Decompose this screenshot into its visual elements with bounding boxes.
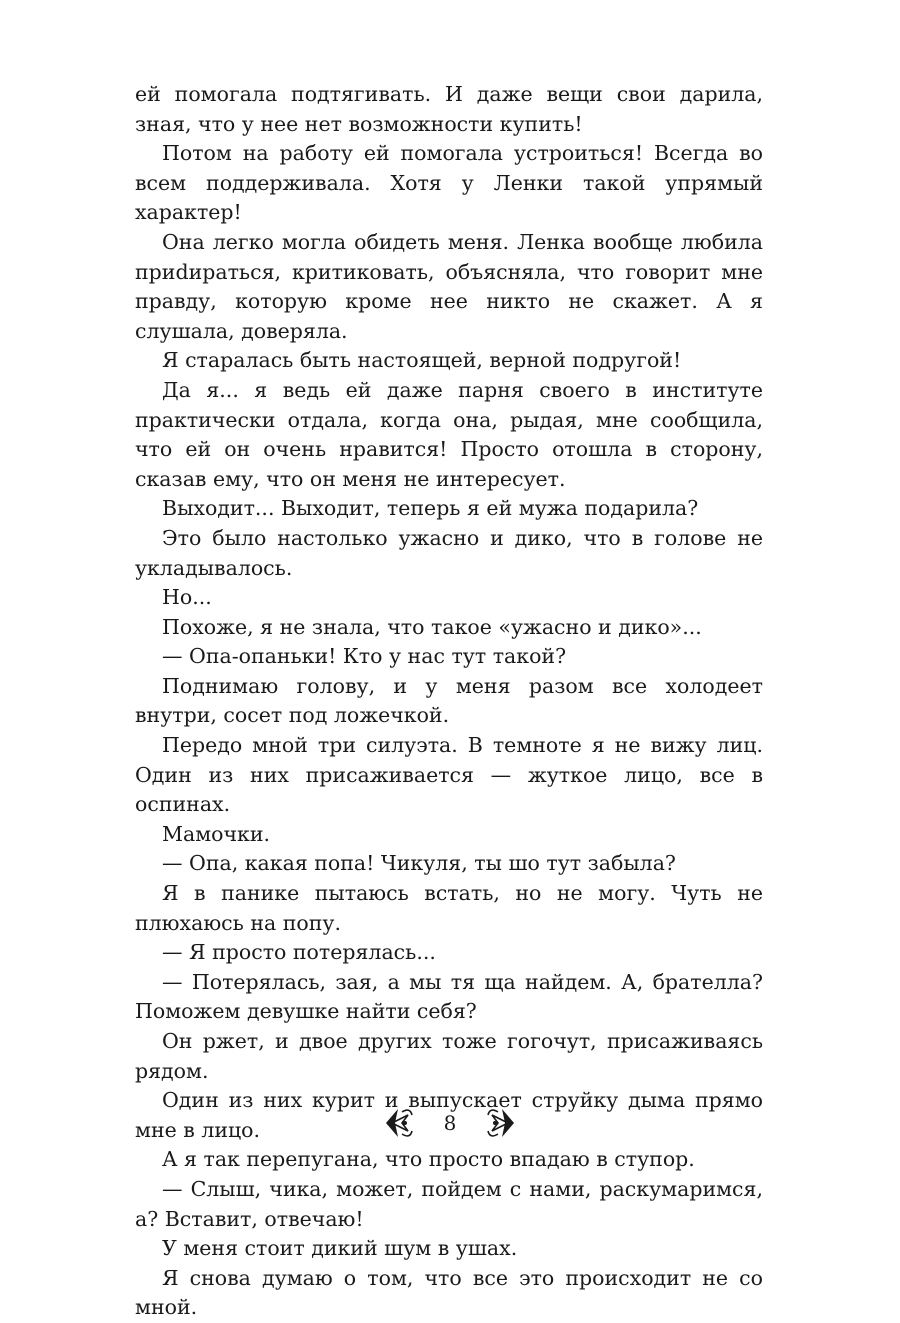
paragraph-19: Один из них курит и выпускает струйку дыма прямо мне в лицо. (135, 1088, 763, 1142)
paragraph-7: Это было настолько ужасно и дико, что в голове не укладывалось. (135, 525, 763, 580)
paragraph-2: Потом на работу ей помогала устроиться! Всегда во всем поддерживала. Хотя у Ленки такой упрямый характер! (135, 141, 763, 225)
paragraph-22: У меня стоит дикий шум в ушах. (162, 1236, 518, 1261)
paragraph-20: А я так перепугана, что просто впадаю в ступор. (162, 1147, 695, 1172)
paragraph-1: ей помогала подтягивать. И даже вещи свои дарила, зная, что у нее нет возможности купить! (135, 82, 763, 136)
paragraph-18: Он ржет, и двое других тоже гогочут, присаживаясь рядом. (135, 1029, 763, 1083)
paragraph-3: Она легко могла обидеть меня. Ленка вообще любила приdираться, критиковать, объясняла, что говорит мне правду, которую кроме нее никто не скажет. А я слушала, доверяла. (135, 229, 763, 343)
paragraph-13: Мамочки. (162, 821, 271, 846)
fleuron-right-icon (486, 1103, 516, 1143)
paragraph-10: — Опа-опаньки! Кто у нас тут такой? (162, 644, 567, 669)
paragraph-17: — Потерялась, зая, а мы тя ща найдем. А, брателла? Поможем девушке найти себя? (135, 969, 763, 1024)
page-number: 8 (443, 1111, 457, 1135)
paragraph-14: — Опа, какая попа! Чикуля, ты шо тут забыла? (162, 851, 676, 876)
paragraph-5: Да я... я ведь ей даже парня своего в институте практически отдала, когда она, рыдая, мне сообщила, что ей он очень нравится! Просто отошла в сторону, сказав ему, что он меня не интересует. (135, 377, 763, 491)
paragraph-15: Я в панике пытаюсь встать, но не могу. Чуть не плюхаюсь на попу. (135, 881, 763, 935)
page-footer (0, 1103, 900, 1143)
paragraph-9: Похоже, я не знала, что такое «ужасно и дико»... (162, 614, 702, 639)
paragraph-23: Я снова думаю о том, что все это происходит не со мной. (135, 1265, 763, 1320)
paragraph-6: Выходит... Выходит, теперь я ей мужа подарила? (162, 496, 699, 521)
paragraph-4: Я старалась быть настоящей, верной подругой! (162, 348, 682, 373)
paragraph-21: — Слыш, чика, может, пойдем с нами, раскумаримся, а? Вставит, отвечаю! (135, 1176, 763, 1231)
paragraph-8: Но... (162, 585, 212, 610)
paragraph-16: — Я просто потерялась... (162, 940, 436, 965)
paragraph-12: Передо мной три силуэта. В темноте я не вижу лиц. Один из них присаживается — жуткое лицо, все в оспинах. (135, 733, 763, 817)
fleuron-left-icon (384, 1103, 414, 1143)
paragraph-11: Поднимаю голову, и у меня разом все холодеет внутри, сосет под ложечкой. (135, 673, 763, 728)
